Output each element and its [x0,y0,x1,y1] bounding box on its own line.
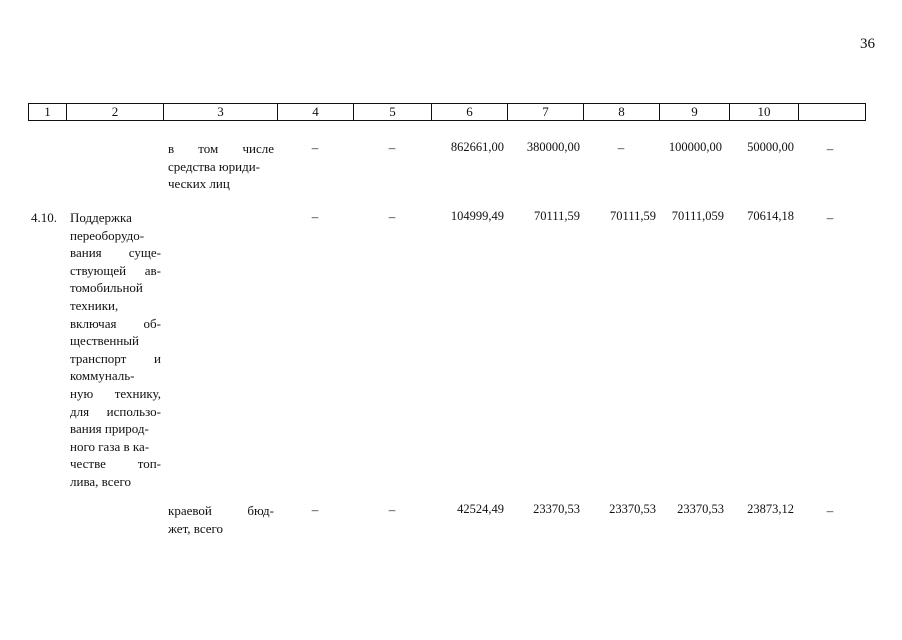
row-2-name-word: вания [70,245,102,261]
row-3-col-10: 23873,12 [747,502,794,516]
row-2-col-11: – [826,210,834,225]
row-2-name-line: томобильной [70,280,143,296]
row-3-source-line-2: жет, всего [168,520,224,536]
row-3-col-11: – [826,503,834,518]
header-col-1: 1 [29,104,67,120]
header-col-9: 9 [660,104,730,120]
row-1-source-word: в [168,141,175,156]
header-col-8: 8 [584,104,660,120]
row-1-source [168,140,274,193]
row-2-name [70,209,161,491]
page-number: 36 [860,36,875,52]
row-1-source-line-1 [168,140,274,158]
row-1-col-6: 862661,00 [450,140,504,154]
row-1-col-7: 380000,00 [526,140,580,154]
row-1-col-9: 100000,00 [668,140,722,154]
row-3-col-5: – [388,502,396,517]
row-2-name-line: вания природ- [70,421,149,437]
row-2-name-line: Поддержка [70,210,132,225]
row-3-source-word: краевой [168,503,212,518]
row-2-name-line [70,350,161,368]
row-3-col-4: – [311,502,319,517]
header-col-10: 10 [730,104,799,120]
row-2-name-word: использо- [106,403,161,419]
row-3-source-line-1 [168,502,274,520]
row-2-name-word: транспорт [70,350,127,366]
row-2-name-word: технику, [114,385,161,401]
row-2-name-word: честве [70,456,106,472]
row-2-name-line [70,403,161,421]
header-col-4: 4 [278,104,354,120]
row-1-source-line-3: ческих лиц [168,176,230,192]
row-2-name-line: щественный [70,333,139,349]
row-3-source-word: бюд- [247,503,274,518]
row-1-col-8: – [617,140,625,155]
row-2-name-word: для [70,403,90,419]
row-1-source-word: том [198,141,219,156]
row-1-col-10: 50000,00 [747,140,794,154]
row-2-name-line: лива, всего [70,473,131,489]
row-3-col-8: 23370,53 [609,502,656,516]
row-2-name-word: об- [143,315,161,331]
header-col-3: 3 [164,104,278,120]
row-3-col-6: 42524,49 [457,502,504,516]
row-2-name-line [70,262,161,280]
row-1-source-line-2: средства юриди- [168,158,260,174]
row-2-name-line [70,455,161,473]
header-col-5: 5 [354,104,432,120]
row-1-source-word: числе [242,141,274,156]
table-header-row [28,103,866,121]
row-3-col-7: 23370,53 [533,502,580,516]
row-1-col-4: – [311,140,319,155]
row-1-col-5: – [388,140,396,155]
row-2-col-4: – [311,209,319,224]
row-3-col-9: 23370,53 [677,502,724,516]
row-2-name-line [70,315,161,333]
row-3-source [168,502,274,537]
row-2-name-word: ав- [144,262,161,278]
row-2-name-word: ствующей [70,262,127,278]
row-2-col-6: 104999,49 [450,209,504,223]
header-col-2: 2 [67,104,164,120]
row-2-name-line: техники, [70,297,119,313]
row-2-col-5: – [388,209,396,224]
row-2-name-line: ного газа в ка- [70,438,150,454]
header-col-11 [799,104,865,120]
row-2-name-line [70,244,161,262]
header-col-7: 7 [508,104,584,120]
row-2-name-word: суще- [128,245,161,261]
row-2-col-10: 70614,18 [747,209,794,223]
row-1-col-11: – [826,141,834,156]
header-col-6: 6 [432,104,508,120]
row-2-name-word: включая [70,315,117,331]
row-2-col-7: 70111,59 [534,209,580,223]
row-2-name-line: коммуналь- [70,368,135,384]
row-2-name-word: и [154,350,161,366]
row-2-col-8: 70111,59 [610,209,656,223]
row-2-name-line [70,385,161,403]
row-2-col-9: 70111,059 [671,209,724,223]
row-2-name-line: переоборудо- [70,227,145,243]
row-2-number: 4.10. [31,210,57,225]
row-2-name-word: ную [70,385,94,401]
row-2-name-word: топ- [137,456,161,472]
